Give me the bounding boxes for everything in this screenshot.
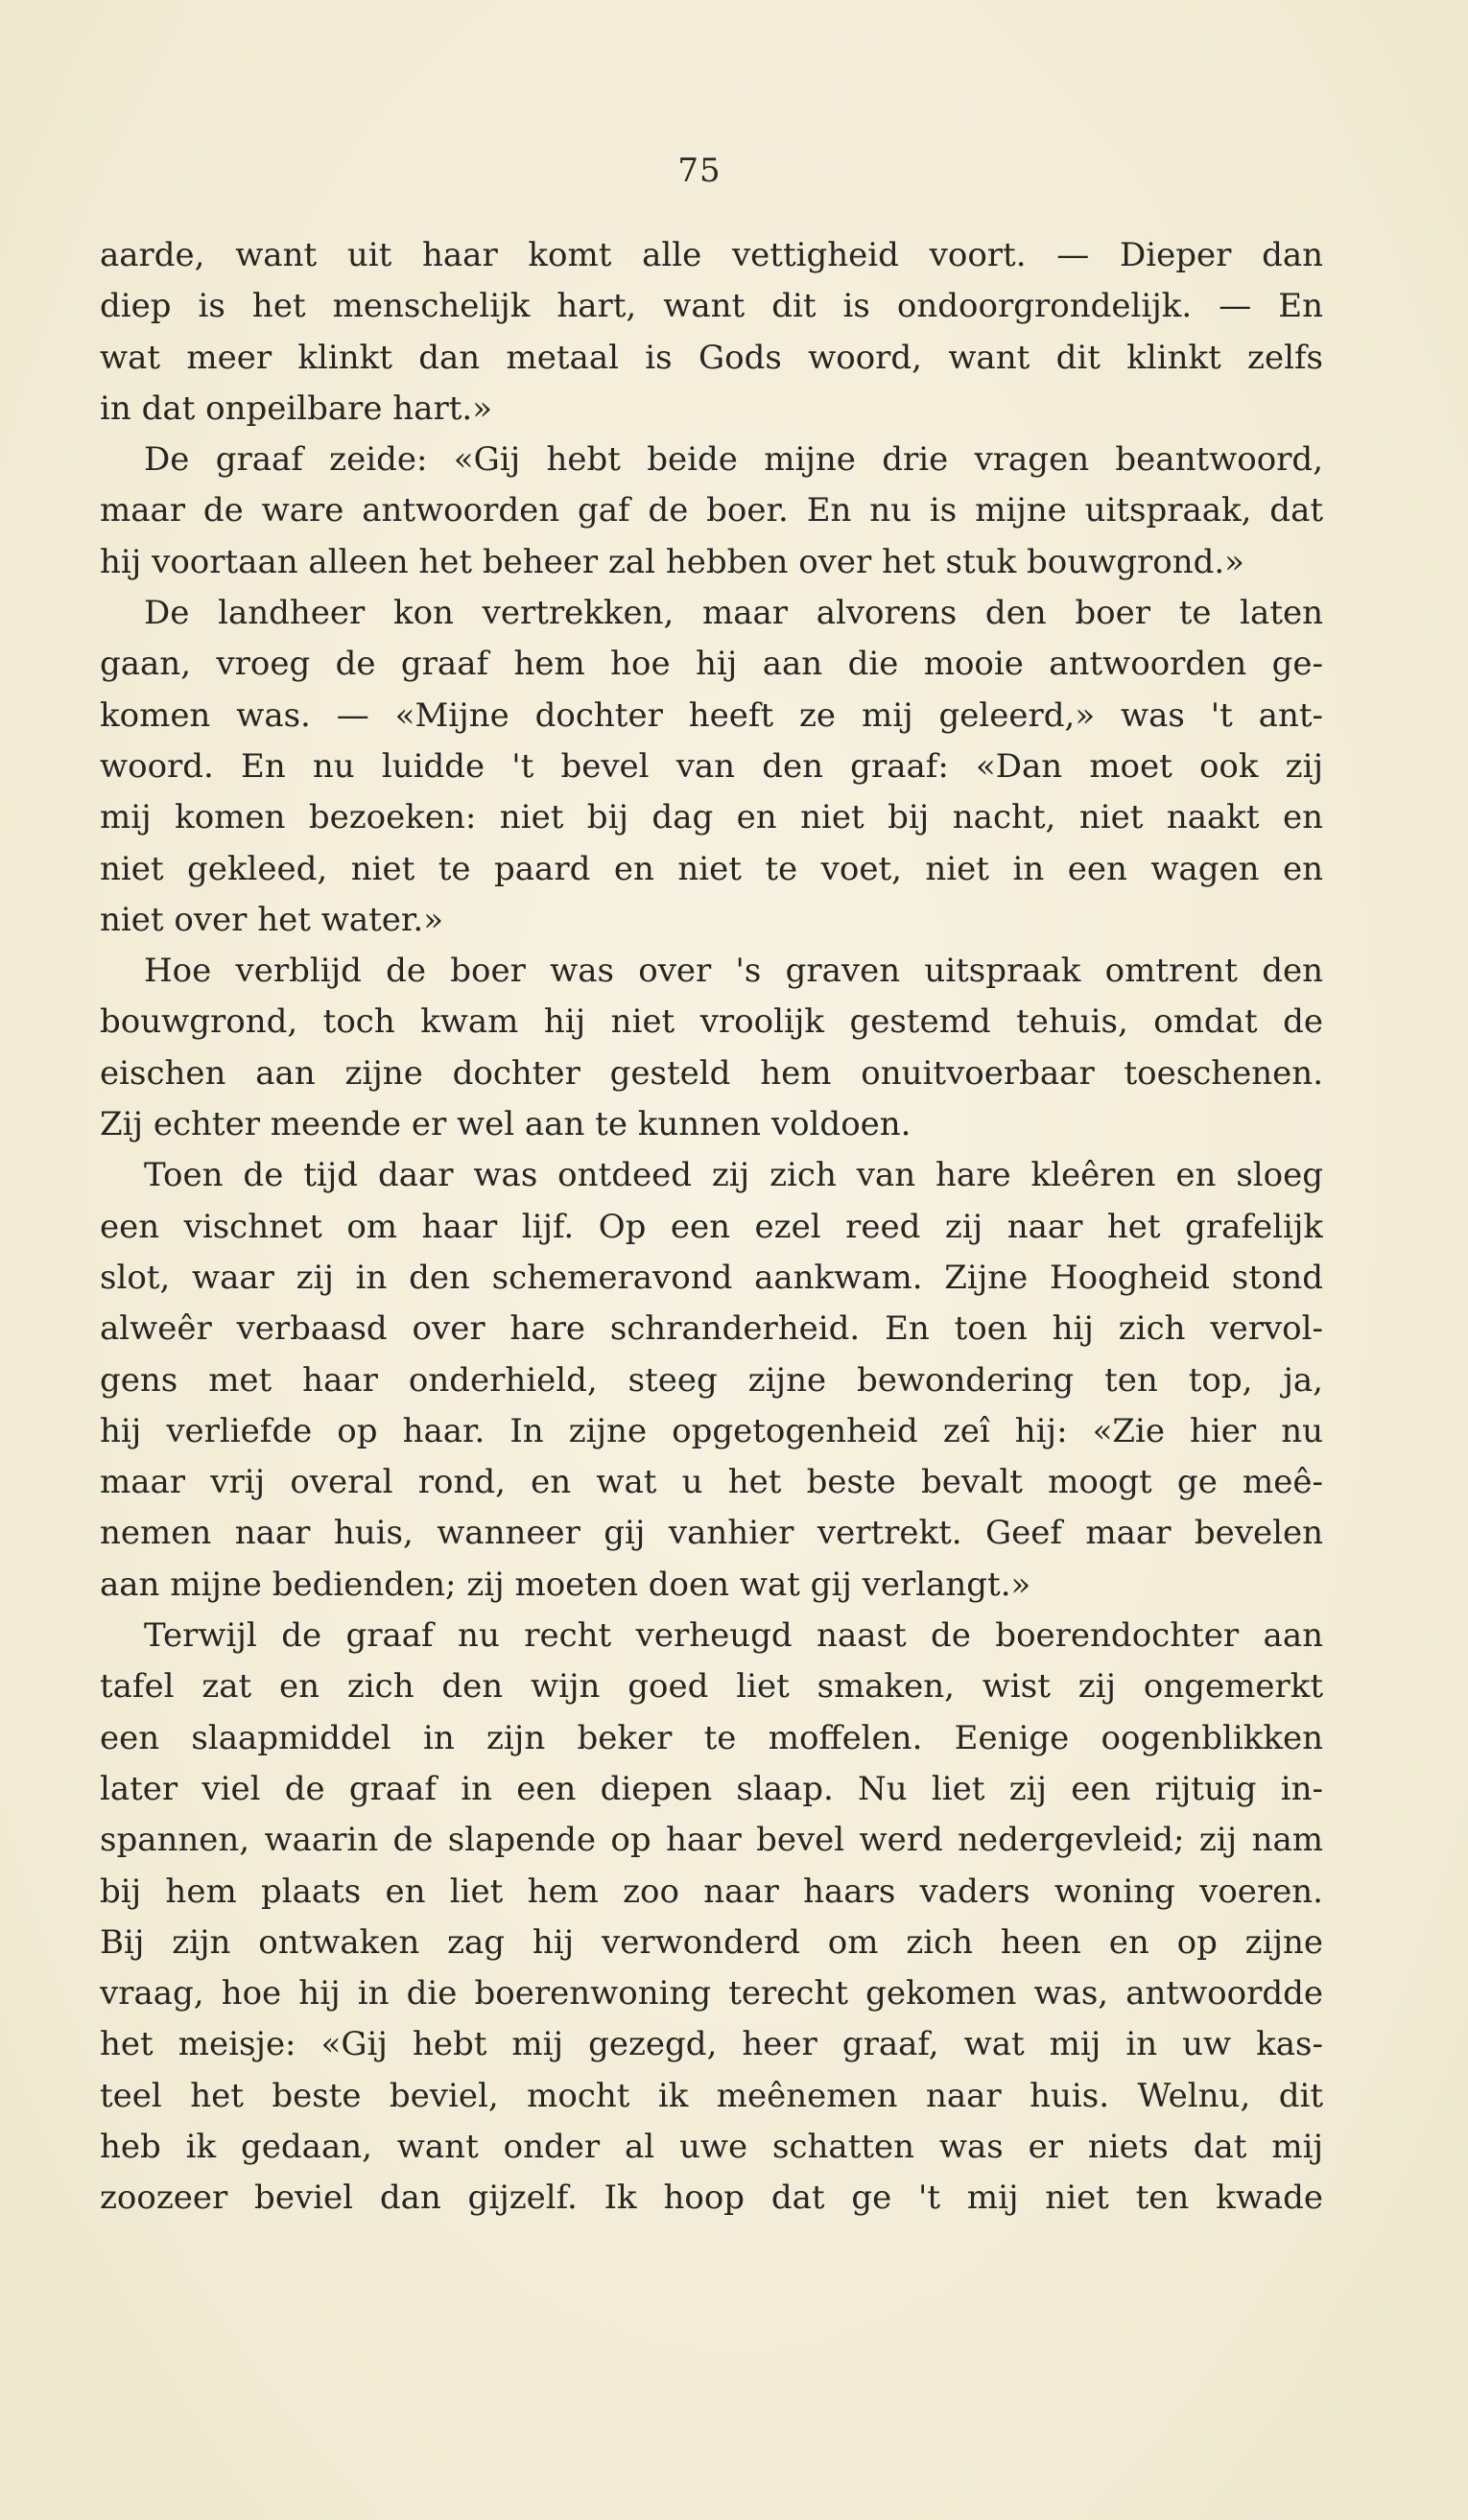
- text-line: in dat onpeilbare hart.»: [100, 389, 492, 428]
- text-line: Toen de tijd daar was ontdeed zij zich van hare kleêren en sloeg: [144, 1156, 1323, 1195]
- paragraph: [100, 435, 1323, 588]
- text-line: woord. En nu luidde 't bevel van den graaf: «Dan moet ook zij: [100, 746, 1323, 786]
- text-line: niet gekleed, niet te paard en niet te voet, niet in een wagen en: [100, 849, 1323, 888]
- text-line: wat meer klinkt dan metaal is Gods woord, want dit klinkt zelfs: [100, 338, 1323, 377]
- paragraph: [100, 588, 1323, 946]
- text-line: komen was. — «Mijne dochter heeft ze mij geleerd,» was 't ant-: [100, 695, 1323, 735]
- text-line: diep is het menschelijk hart, want dit is ondoorgrondelijk. — En: [100, 287, 1323, 326]
- text-line: hij voortaan alleen het beheer zal hebben over het stuk bouwgrond.»: [100, 542, 1244, 581]
- text-line: teel het beste beviel, mocht ik meênemen naar huis. Welnu, dit: [100, 2076, 1323, 2115]
- text-line: bouwgrond, toch kwam hij niet vroolijk gestemd tehuis, omdat de: [100, 1002, 1323, 1042]
- text-line: bij hem plaats en liet hem zoo naar haars vaders woning voeren.: [100, 1872, 1323, 1911]
- text-line: Zij echter meende er wel aan te kunnen voldoen.: [100, 1105, 912, 1144]
- text-line: tafel zat en zich den wijn goed liet smaken, wist zij ongemerkt: [100, 1667, 1323, 1707]
- text-line: spannen, waarin de slapende op haar bevel werd nedergevleid; zij nam: [100, 1821, 1323, 1860]
- text-line: een vischnet om haar lijf. Op een ezel reed zij naar het grafelijk: [100, 1207, 1323, 1246]
- text-line: aarde, want uit haar komt alle vettigheid voort. — Dieper dan: [100, 236, 1323, 274]
- text-line: nemen naar huis, wanneer gij vanhier vertrekt. Geef maar bevelen: [100, 1514, 1323, 1553]
- text-line: alweêr verbaasd over hare schranderheid. En toen hij zich vervol-: [100, 1309, 1323, 1349]
- text-line: gaan, vroeg de graaf hem hoe hij aan die mooie antwoorden ge-: [100, 645, 1323, 684]
- text-line: het meisje: «Gij hebt mij gezegd, heer graaf, wat mij in uw kas-: [100, 2025, 1323, 2064]
- paragraph: [100, 230, 1323, 435]
- paragraph: [100, 1150, 1323, 1611]
- paragraph: [100, 946, 1323, 1150]
- page-number: 75: [677, 152, 722, 190]
- text-line: eischen aan zijne dochter gesteld hem onuitvoerbaar toeschenen.: [100, 1053, 1323, 1093]
- text-line: aan mijne bedienden; zij moeten doen wat gij verlangt.»: [100, 1565, 1031, 1604]
- text-line: De landheer kon vertrekken, maar alvorens den boer te laten: [144, 594, 1323, 633]
- text-line: De graaf zeide: «Gij hebt beide mijne drie vragen beantwoord,: [144, 440, 1323, 480]
- paragraph: [100, 1611, 1323, 2225]
- text-line: een slaapmiddel in zijn beker te moffelen. Eenige oogenblikken: [100, 1718, 1323, 1757]
- text-line: vraag, hoe hij in die boerenwoning terecht gekomen was, antwoordde: [100, 1974, 1323, 2014]
- body-text: [100, 230, 1323, 2225]
- text-line: mij komen bezoeken: niet bij dag en niet bij nacht, niet naakt en: [100, 798, 1323, 837]
- text-line: maar vrij overal rond, en wat u het beste bevalt moogt ge meê-: [100, 1463, 1323, 1502]
- text-line: maar de ware antwoorden gaf de boer. En nu is mijne uitspraak, dat: [100, 491, 1323, 530]
- text-line: Bij zijn ontwaken zag hij verwonderd om zich heen en op zijne: [100, 1922, 1323, 1962]
- text-line: later viel de graaf in een diepen slaap. Nu liet zij een rijtuig in-: [100, 1769, 1323, 1808]
- text-line: heb ik gedaan, want onder al uwe schatten was er niets dat mij: [100, 2127, 1323, 2166]
- text-line: zoozeer beviel dan gijzelf. Ik hoop dat ge 't mij niet ten kwade: [100, 2179, 1323, 2218]
- text-line: slot, waar zij in den schemeravond aankwam. Zijne Hoogheid stond: [100, 1258, 1323, 1297]
- text-line: hij verliefde op haar. In zijne opgetogenheid zeî hij: «Zie hier nu: [100, 1411, 1323, 1450]
- text-line: Hoe verblijd de boer was over 's graven uitspraak omtrent den: [144, 952, 1323, 991]
- text-line: Terwijl de graaf nu recht verheugd naast de boerendochter aan: [144, 1616, 1323, 1656]
- text-line: gens met haar onderhield, steeg zijne bewondering ten top, ja,: [100, 1360, 1323, 1400]
- text-line: niet over het water.»: [100, 900, 443, 939]
